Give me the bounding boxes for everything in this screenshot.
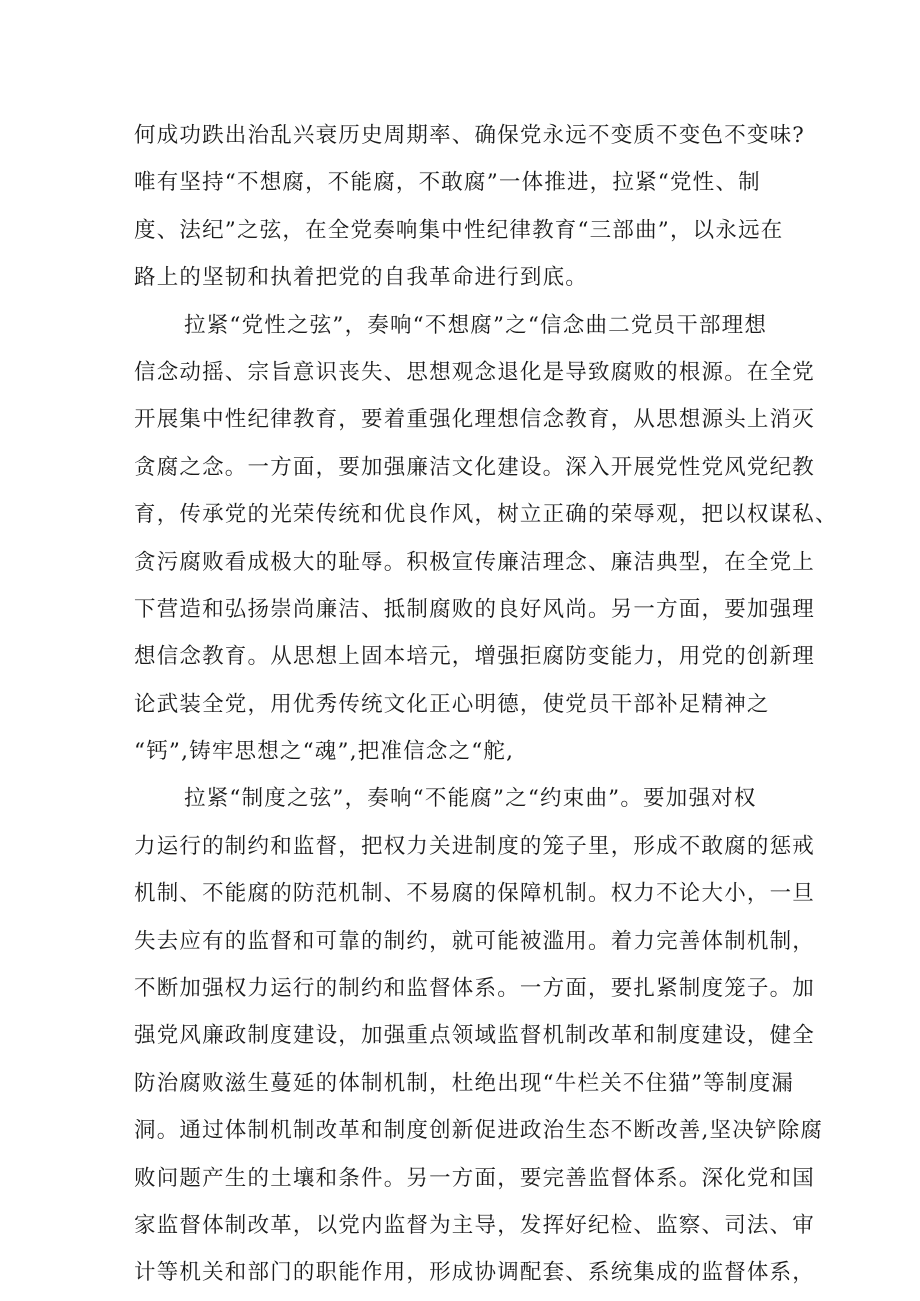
document-body: [134, 112, 838, 1297]
text-line: 败问题产生的土壤和条件。另一方面，要完善监督体系。深化党和国: [134, 1165, 816, 1191]
text-line: 洞。通过体制机制改革和制度创新促进政治生态不断改善,坚决铲除腐: [134, 1118, 824, 1144]
text-line: 育，传承党的光荣传统和优良作风，树立正确的荣辱观，把以权谋私、: [134, 502, 838, 528]
text-line: 失去应有的监督和可靠的制约，就可能被滥用。着力完善体制机制，: [134, 928, 816, 954]
text-line: “钙”,铸牢思想之“魂”,把准信念之“舵,: [134, 739, 515, 765]
text-line: 下营造和弘扬崇尚廉洁、抵制腐败的良好风尚。另一方面，要加强理: [134, 596, 816, 622]
text-line: 力运行的制约和监督，把权力关进制度的笼子里，形成不敢腐的惩戒: [134, 833, 816, 859]
text-line: 想信念教育。从思想上固本培元，增强拒腐防变能力，用党的创新理: [134, 644, 816, 670]
text-line: 家监督体制改革，以党内监督为主导，发挥好纪检、监察、司法、审: [134, 1212, 816, 1238]
text-line: 论武装全党，用优秀传统文化正心明德，使党员干部补足精神之: [134, 691, 770, 717]
text-line: 强党风廉政制度建设，加强重点领域监督机制改革和制度建设，健全: [134, 1023, 816, 1049]
paragraph-first-line: 拉紧“制度之弦”，奏响“不能腐”之“约束曲”。要加强对权: [184, 786, 757, 812]
text-line: 开展集中性纪律教育，要着重强化理想信念教育，从思想源头上消灭: [134, 407, 816, 433]
text-line: 唯有坚持“不想腐，不能腐，不敢腐”一体推进，拉紧“党性、制: [134, 170, 761, 196]
text-line: 贪腐之念。一方面，要加强廉洁文化建设。深入开展党性党风党纪教: [134, 454, 816, 480]
text-line: 防治腐败滋生蔓延的体制机制，杜绝出现“牛栏关不住猫”等制度漏: [134, 1070, 794, 1096]
text-line: 贪污腐败看成极大的耻辱。积极宣传廉洁理念、廉洁典型，在全党上: [134, 549, 816, 575]
text-line: 不断加强权力运行的制约和监督体系。一方面，要扎紧制度笼子。加: [134, 976, 816, 1002]
text-line: 信念动摇、宗旨意识丧失、思想观念退化是导致腐败的根源。在全党: [134, 359, 816, 385]
text-line: 路上的坚韧和执着把党的自我革命进行到底。: [134, 265, 589, 291]
text-line: 计等机关和部门的职能作用，形成协调配套、系统集成的监督体系，: [134, 1260, 816, 1286]
text-line: 机制、不能腐的防范机制、不易腐的保障机制。权力不论大小，一旦: [134, 881, 816, 907]
paragraph-first-line: 拉紧“党性之弦”，奏响“不想腐”之“信念曲二党员干部理想: [184, 312, 768, 338]
text-line: 何成功跌出治乱兴衰历史周期率、确保党永远不变质不变色不变味?: [134, 123, 806, 148]
text-line: 度、法纪”之弦，在全党奏响集中性纪律教育“三部曲”，以永远在: [134, 217, 784, 243]
